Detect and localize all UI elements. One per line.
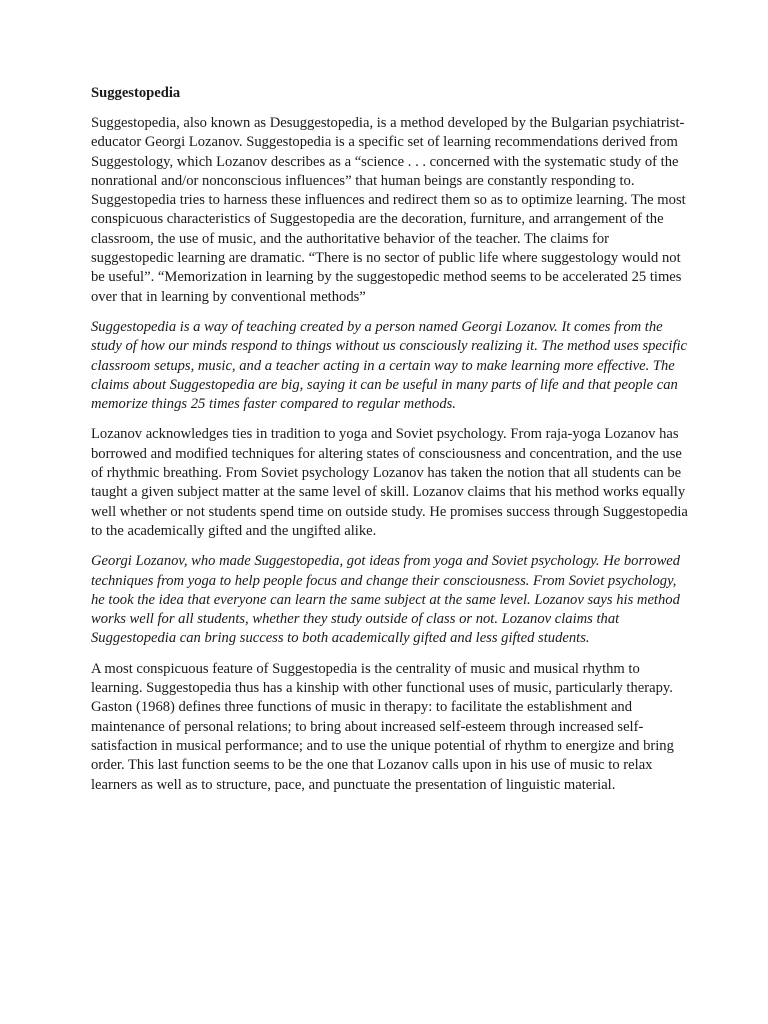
paragraph-original-influences: Lozanov acknowledges ties in tradition to yoga and Soviet psychology. From raja-yoga Lozanov has borrowed and modified techniques for altering states of consciousness and concentration, and the use of rhythmic breathing. From Soviet psychology Lozanov has taken the notion that all students can be taught a given subject matter at the same level of skill. Lozanov claims that his method works equally well whether or not students spend time on outside study. He promises success through Suggestopedia to the academically gifted and the ungifted alike.	[91, 426, 688, 539]
paragraph-paraphrase-intro: Suggestopedia is a way of teaching created by a person named Georgi Lozanov. It comes from the study of how our minds respond to things without us consciously realizing it. The method uses specific classroom setups, music, and a teacher acting in a certain way to make learning more effective. The claims about Suggestopedia are big, saying it can be useful in many parts of life and that people can memorize things 25 times faster compared to regular methods.	[91, 318, 688, 413]
document-title: Suggestopedia	[91, 85, 181, 101]
document-page	[91, 84, 691, 806]
paragraph-original-music: A most conspicuous feature of Suggestopedia is the centrality of music and musical rhythm to learning. Suggestopedia thus has a kinship with other functional uses of music, particularly therapy. Gaston (1968) defines three functions of music in therapy: to facilitate the establishment and maintenance of personal relations; to bring about increased self-esteem through increased self-satisfaction in musical performance; and to use the unique potential of rhythm to energize and bring order. This last function seems to be the one that Lozanov calls upon in his use of music to relax learners as well as to structure, pace, and punctuate the presentation of linguistic material.	[91, 660, 674, 793]
paragraph-paraphrase-influences: Georgi Lozanov, who made Suggestopedia, got ideas from yoga and Soviet psychology. He borrowed techniques from yoga to help people focus and change their consciousness. From Soviet psychology, he took the idea that everyone can learn the same subject at the same level. Lozanov says his method works well for all students, whether they study outside of class or not. Lozanov claims that Suggestopedia can bring success to both academically gifted and less gifted students.	[91, 553, 681, 647]
paragraph-original-intro: Suggestopedia, also known as Desuggestopedia, is a method developed by the Bulgarian psychiatrist-educator Georgi Lozanov. Suggestopedia is a specific set of learning recommendations derived from Suggestology, which Lozanov describes as a “science . . . concerned with the systematic study of the nonrational and/or nonconscious influences” that human beings are constantly responding to. Suggestopedia tries to harness these influences and redirect them so as to optimize learning. The most conspicuous characteristics of Suggestopedia are the decoration, furniture, and arrangement of the classroom, the use of music, and the authoritative behavior of the teacher. The claims for suggestopedic learning are dramatic. “There is no sector of public life where suggestology would not be useful”. “Memorization in learning by the suggestopedic method seems to be accelerated 25 times over that in learning by conventional methods”	[91, 115, 686, 305]
